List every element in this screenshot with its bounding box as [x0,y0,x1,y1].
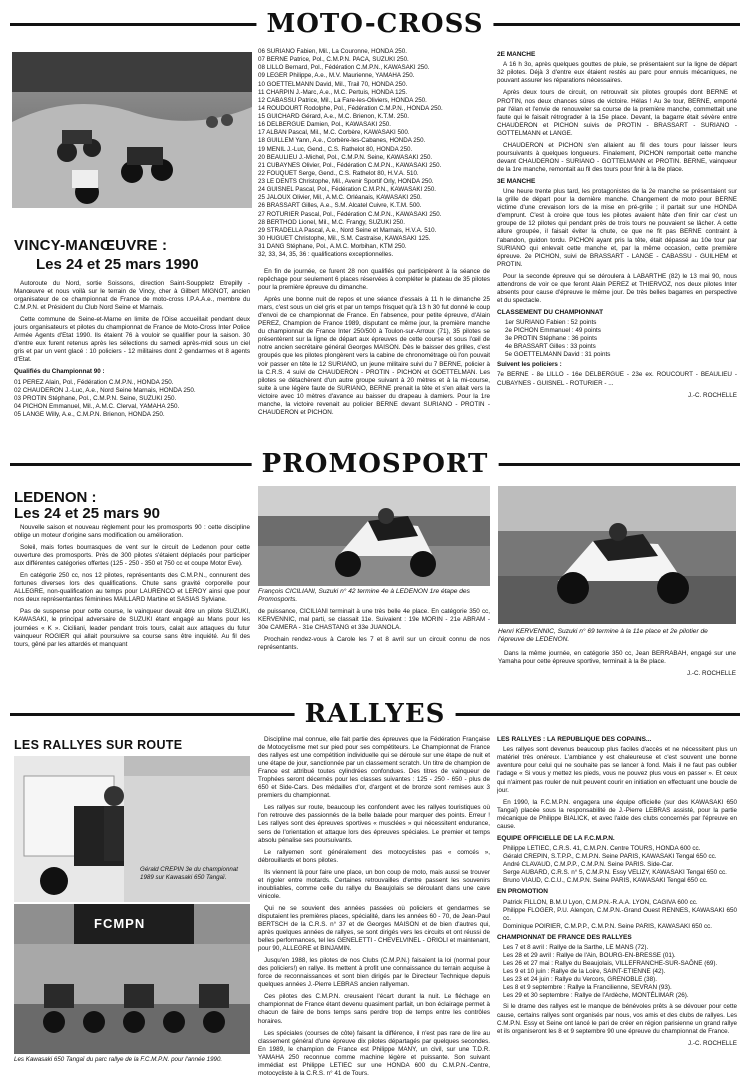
promosport-paragraph: Dans la même journée, en catégorie 350 cc, Jean BERRABAH, engagé sur une Yamaha pour cette épreuve sportive, terminait à la 8e place. [498,650,736,666]
rallyes-headline: LES RALLYES SUR ROUTE [14,738,183,752]
motocross-paragraph: Après une bonne nuit de repos et une séance d'essais à 11 h le dimanche 25 mars, c'est sous un ciel gris et par un temps frisquet qu'à 13 h 30 fut donné le coup d'envoi de ce championnat de France. En l'absence, pour petite épreuve, d'Alain PEREZ, Champion de France 1989, disputant ce même jour, la première manche du championnat de France Inter 250/500 à Toulon-sur-Arroux (71), 35 pilotes se présentèrent sur la ligne de départ aux épreuves de cette course et sous l'œil de notre ancien secrétaire général Georges MAISON. Dès le baisser des grilles, c'est groupés que les pilotes plongèrent vers la cabine de chronométrage où l'on pouvait voir passer en tête le 12 SURIANO, un jeune militaire suivi du 7 BERNE, policier à la C.R.S. 4 suivi de CHAUDERON - PROTIN - PICHON et GOETTELMAN. Les pilotes se détachèrent d'un autre groupe suivant à 20 mètres et à la mi-course, suite à une légère faute de SURIANO, BERNE prenait la tête et s'en allait vers la victoire avec 10 mètres d'avance au baisser du drapeau à damiers. Pour la 1re manche, la victoire revenait au policier BERNE devant SURIANO - PROTIN - CHAUDERON et PICHON. [258,296,490,416]
rallyes-paragraph: Discipline mal connue, elle fait partie des épreuves que la Fédération Française de Motocyclisme met sur pied pour ses compétiteurs. Le Championnat de France des rallyes est une compétition individuelle qui se déroule sur une étape de nuit et une étape de jour, sanctionnée par un classement scratch. Un titre de champion de France est attribué toutes cylindrées confondues. Des titres de vainqueur de Trophées seront décernés pour les classes suivantes : 125 - 250 - 650 - plus de 650 et Side-Cars. Des médailles d'or, d'argent et de bronze sont remises aux 3 premiers du championnat. [258,736,490,800]
calendar-item: Les 26 et 27 mai : Rallye du Beaujolais, VILLEFRANCHE-SUR-SAÔNE (69). [503,960,718,968]
promosport-paragraph: de puissance, CICILIANI terminait à une très belle 4e place. En catégorie 350 cc, KERVENNIC, mal parti, se classait 11e. Suivaient : 19e MORIN - 21e ABRAM - 30e CAMERA - 31e CHASTANG et 33e JUANOLA. [258,608,490,632]
calendar-item: Les 28 et 29 avril : Rallye de l'Ain, BOURG-EN-BRESSE (01). [503,952,676,960]
qualified-title: Qualifiés du Championnat 90 : [14,368,105,376]
qualified-item: 14 ROUDOURT Rodolphe, Pol., Fédération C.M.P.N., HONDA 250. [258,104,443,112]
rallyes-paragraph: Ils viennent là pour faire une place, un bon coup de moto, mais aussi se trouver et rigoler entre motards. Certaines retrouvailles d'entre passent les souvenirs inoubliables, comme celle du rallye du Beaujolais se déroulant dans une cave vinicole. [258,868,490,900]
rallyes-subtitle: LES RALLYES : LA RÉPUBLIQUE DES COPAINS... [497,736,652,743]
promosport-photo-2 [498,486,736,624]
motocross-col1 [14,280,250,460]
qualified-item: 04 PICHON Emmanuel, Mil., A.M.C. Clerval, YAMAHA 250. [14,402,180,410]
rallyes-paragraph: Les spéciales (courses de côte) faisant la différence, il n'est pas rare de lire au classement général d'une épreuve dix pilotes départagés par quelques secondes. En 1989, le champion de France est Philippe MANY, un civil, sur une T.D.R. YAMAHA 250 reconnue comme machine légère et puissante. Son suivant immédiat est Philippe LETIEC sur une HONDA 600 du C.M.P.N.-Centre, motocycliste à la C.R.S. n° 41 de Tours. [258,1029,490,1076]
team-member: Philippe LETIEC, C.R.S. 41, C.M.P.N. Centre TOURS, HONDA 600 cc. [503,845,701,853]
rallyes-paragraph: Les rallyes sont devenus beaucoup plus faciles d'accès et ne nécessitent plus un matériel très onéreux. L'ambiance y est chaleureuse et c'est souvent une bonne aventure pour celui qui ne souhaite pas se lancer à fond. Mais il ne faut pas oublier l'adage « Si vous y mettez les pieds, vous ne pouvez plus vous en passer ». Et ceux qui n'aiment pas rouler de nuit peuvent courir en initiation en effectuant une boucle de jour. [497,746,737,794]
qualified-item: 06 SURIANO Fabien, Mil., La Couronne, HONDA 250. [258,48,407,55]
rallyes-caption-1: Gérald CREPIN 3e du championnat 1989 sur Kawasaki 650 Tangaï. [140,866,239,881]
qualified-item: 17 ALBAN Pascal, Mil., M.C. Corbère, KAWASAKI 500. [258,129,410,137]
promosport-headline: LEDENON : [14,489,97,506]
qualified-item: 07 BERNE Patrice, Pol., C.M.P.N. PACA, SUZUKI 250. [258,56,409,64]
motocross-paragraph: Pour la seconde épreuve qui se déroulera à LABARTHE (82) le 13 mai 90, nous attendrons de voir ce que feront Alain PEREZ et THIERVOZ, nos deux pilotes Inter absents pour cause d'épreuve le même jour. De très belles bagarres en perspective et du spectacle. [497,272,737,304]
calendar-item: Les 29 et 30 septembre : Rallye de l'Ardèche, MONTÉLIMAR (26). [503,992,689,1000]
promosport-col3 [498,650,736,682]
section-title-promosport: PROMOSPORT [252,449,499,479]
motocross-subhead: Les 24 et 25 mars 1990 [36,256,199,273]
promosport-paragraph: Nouvelle saison et nouveau règlement pour les promosports 90 : cette discipline oblige un moteur d'origine sans modification ou amélioration. [14,524,250,540]
calendar-item: Les 7 et 8 avril : Rallye de la Sarthe, LE MANS (72). [503,944,649,952]
qualified-item: 01 PEREZ Alain, Pol., Fédération C.M.P.N., HONDA 250. [14,378,174,386]
calendar-item: Les 9 et 10 juin : Rallye de la Loire, SAINT-ETIENNE (42). [503,968,666,976]
qualified-item: 15 GUICHARD Gérard, A.e., M.C. Brienon, K.T.M. 250. [258,113,409,120]
team-member: Serge AUBARD, C.R.S. n° 5, C.M.P.N. Essy VELIZY, KAWASAKI Tengal 650 cc. [503,869,727,877]
motocross-paragraph: Une heure trente plus tard, les protagonistes de la 2e manche se présentaient sur la grille de départ pour la dernière manche. Changement de moto pour BERNE victime d'une crevaison lors de la mise en pré-grille ; il partait sur une HONDA d'emprunt. C'est à croire que tous les pilotes avaient hâte d'en finir car c'est un groupe de 12 pilotes qui pendant près de trois tours ne pouvaient se lâcher. A cette allure groupée, il faisait éviter la chute, ce que ne fit pas BERNE contraint à l'abandon, guidon tordu. PICHON ayant pris la tête, était dépassé au 10e tour par SURIANO qui enlevait cette manche et, par la même occasion, cette première épreuve. 2e PICHON, suivi de BRASSART - LANGE - CABASSU - GUILHEM et PROTIN. [497,188,737,268]
calendar-item: Les 8 et 9 septembre : Rallye la Francilienne, SEVRAN (93). [503,984,672,992]
rallyes-paragraph: Jusqu'en 1988, les pilotes de nos Clubs (C.M.P.N.) faisaient la loi (normal pour des policiers!) en rallye. Ils mettent à profit une connaissance du terrain acquise à force de reconnaissances et sont bien dirigés par le Directeur Technique depuis quelques années J.-Pierre LEBRAS ancien rallyeman. [258,957,490,989]
signature: J.-C. ROCHELLE [688,391,737,399]
motocross-paragraph: A 16 h 3o, après quelques gouttes de pluie, se présentaient sur la ligne de départ 32 pilotes. Déjà 3 d'entre eux étaient restés au parc pour ennuis mécaniques, ne pouvant assurer les réparations nécessaires. [497,61,737,85]
standings-item: 3e PROTIN Stéphane : 36 points [505,335,598,343]
promosport-paragraph: Soleil, mais fortes bourrasques de vent sur le circuit de Ledenon pour cette ouverture des promosports. Près de 300 pilotes s'étaient déplacés pour participer aux différentes catégories offertes (125 - 250 - 350 et 750 cc et coupe Motor Eve). [14,544,250,568]
qualified-item: 10 GOETTELMANN David, Mil., Trail 70, HONDA 250. [258,80,408,88]
promosport-caption-2: Henri KERVENNIC, Suzuki n° 69 termine à la 11e place et 2e pilotier de l'épreuve de LEDENON. [498,628,708,644]
promosport-subhead: Les 24 et 25 mars 90 [14,505,160,522]
section-header-motocross [10,8,740,40]
rallyes-paragraph: Les rallyes sur route, beaucoup les confondent avec les rallyes touristiques où l'on retrouve des passionnés de la belle balade pour marquer des points. Erreur ! Les rallyes sont des épreuves sportives « musclées » qui nécessitent endurance, sens de l'orientation et attaque lors des épreuves spéciales. Le premier et temps absolu pénalise ses poursuivants. [258,804,490,844]
qualified-item: 21 CUBAYNES Olivier, Pol., Fédération C.M.P.N., KAWASAKI 250. [258,161,442,169]
section-header-promosport [10,448,740,480]
calendar-title: CHAMPIONNAT DE FRANCE DES RALLYES [497,933,632,941]
section-title-rallyes: RALLYES [295,699,456,729]
rallyes-caption-2: Les Kawasaki 650 Tangaï du parc rallye de la F.C.M.P.N. pour l'année 1990. [14,1056,223,1063]
team-member: Gérald CREPIN, S.T.P.P., C.M.P.N. Seine PARIS, KAWASAKI Tengal 650 cc. [503,853,717,861]
police-text: 7e BERNE - 8e LILLO - 16e DELBERGUE - 23e ex. ROUCOURT - BEAULIEU - CUBAYNES - GUISNEL - ROTURIER - ... [497,371,737,387]
promosport-paragraph: Prochain rendez-vous à Carole les 7 et 8 avril sur un circuit connu de nos représentants. [258,636,490,652]
motocross-paragraph: Après deux tours de circuit, on retrouvait six pilotes groupés dont BERNE et PROTIN, nos deux chances sûres de victoire. Hélas ! Au 3e tour, BERNE, emporté par l'élan et l'envie de renouveler sa course de la première manche, commettait une faute qui le faisait rétrograder à la 15e place. Devant, la bagarre était sévère entre CHAUDERON et PICHON suivis de PROTIN - BRASSART - SURIANO - GOTTELMANN et LANGE. [497,89,737,137]
promosport-col2 [258,608,490,678]
qualified-item: 05 LANGE Willy, A.e., C.M.P.N. Brienon, HONDA 250. [14,410,165,418]
promotion-title: EN PROMOTION [497,888,548,896]
qualified-item: 03 PROTIN Stéphane, Pol., C.M.P.N. Seine, SUZUKI 250. [14,394,177,402]
heat-3-title: 3E MANCHE [497,177,536,185]
rallyes-col3 [497,736,737,1080]
motocross-photo [12,52,252,208]
motocross-col3 [497,48,737,478]
standings-item: 4e BRASSART Gilles : 33 points [505,343,596,351]
qualified-item: 29 STRADELLA Pascal, A.e., Nord Seine et Marnais, H.V.A. 510. [258,226,437,234]
standings-item: 2e PICHON Emmanuel : 49 points [505,327,601,335]
rallyes-paragraph: En 1990, la F.C.M.P.N. engagera une équipe officielle (sur des KAWASAKI 650 Tangaï) placée sous la responsabilité de J.-Pierre LEBRAS assisté, pour la partie mécanique de Philippe BIALICK, et avec l'aide des clubs concernés par l'épreuve en cause. [497,798,737,830]
signature: J.-C. ROCHELLE [688,1039,737,1047]
qualified-item: 09 LEGER Philippe, A.e., M.V. Maurienne, YAMAHA 250. [258,72,415,80]
rallyes-paragraph: Si le drame des rallyes est le manque de bénévoles prêts à se dévouer pour cette cause, certains rallyes sont organisés par nous, vos amis et des clubs de rallyes. Les C.M.P.N. Essy et Seine ont lancé le pari de créer en région parisienne un grand rallye et ils organiseront les 8 et 9 septembre 90 une épreuve du championnat de France. [497,1003,737,1035]
promotion-member: Dominique POIRIER, C.M.P.P., C.M.P.N. Seine PARIS, KAWASAKI 650 cc. [503,922,713,930]
standings-item: 5e GOETTELMANN David : 31 points [505,351,611,359]
team-member: Bruno VIAUD, C.C.U., C.M.P.N. Seine PARIS, KAWASAKI Tengal 650 cc. [503,877,708,885]
promosport-paragraph: En catégorie 250 cc, nos 12 pilotes, représentants des C.M.P.N., connurent des fortunes diverses lors des qualifications. Chute sans gravité corporelle pour ALLEGRE, non-qualification au temps pour LAURENCO et LEROY ainsi que pour nos deux représentantes féminines MAILLARD Martine et SASIAS Sylviane. [14,572,250,604]
qualified-item: 24 GUISNEL Pascal, Pol., Fédération C.M.P.N., KAWASAKI 250. [258,186,437,194]
team-title: EQUIPE OFFICIELLE DE LA F.C.M.P.N. [497,834,615,842]
qualified-item: 25 JALOUX Olivier, Mil., A.M.C. Orléanais, KAWASAKI 250. [258,194,422,202]
photo-sign: FCMPN [94,916,146,931]
qualified-item: 23 LE DENTS Christophe, Mil., Avenir Sportif Orly, HONDA 250. [258,178,434,185]
qualified-item: 19 MENIL J.-Luc, Gend., C.S. Rathelot 80, HONDA 250. [258,145,413,153]
qualified-item: 18 GUILLEM Yann, A.e., Corbère-les-Cabanes, HONDA 250. [258,137,426,145]
qualified-item: 08 LILLO Bernard, Pol., Fédération C.M.P.N., KAWASAKI 250. [258,64,430,72]
section-header-rallyes [10,698,740,730]
standings-title: CLASSEMENT DU CHAMPIONNAT [497,308,604,316]
signature: J.-C. ROCHELLE [687,670,736,678]
qualified-list-continued [258,48,490,266]
motocross-paragraph: Autoroute du Nord, sortie Soissons, direction Saint-Souppletz Etrepilly - Manœuvre et nous voilà sur le terrain de Vincy, cher à Gilbert MIGNOT, ancien organisateur de ce championnat de France de moto-cross I.P.A.A.e., membre du C.M.P.N. et Président du Club Nord Seine et Marnais. [14,280,250,312]
rallyes-col2 [258,736,490,1076]
promosport-photo-1 [258,486,490,586]
promosport-paragraph: Pas de suspense pour cette course, le vainqueur devait être un pilote SUZUKI, KAWASAKI, le principal adversaire de SUZUKI étant engagé au Mans pour les journées « K ». Ciciliani, leader pendant trois tours, calait aux attaques du futur vainqueur ROGIER qui allait poursuivre sa course sans être inquiété. Au fil des tours, gêné par les attardés et manquant [14,608,250,648]
qualified-item: 30 HUGUET Christophe, Mil., S.M. Castraise, KAWASAKI 125. [258,234,431,242]
promotion-member: Philippe FLOGER, P.U. Alençon, C.M.P.N.-Grand Ouest RENNES, KAWASAKI 650 cc. [503,906,737,922]
qualified-item: 16 DELBERGUE Damien, Pol., KAWASAKI 250. [258,121,391,129]
team-member: André CLAVAUD, C.M.P.P., C.M.P.N. Seine PARIS. Side-Car. [503,861,674,869]
police-title: Suivent les policiers : [497,361,562,369]
promosport-caption-1: François CICILIANI, Suzuki n° 42 termine 4e à LEDENON 1re étape des Promosports. [258,588,470,604]
qualified-item: 32, 33, 34, 35, 36 : qualifications exceptionnelles. [258,251,394,259]
motocross-headline: VINCY-MANŒUVRE : [14,237,168,254]
qualified-item: 31 DANG Stéphane, Pol., A.M.C. Morbihan, KTM 250. [258,243,407,250]
promosport-col1 [14,524,250,684]
rallyes-paragraph: Le rallyemen sont généralement des motocyclistes pas « comcés », débrouillards et bons pilotes. [258,848,490,864]
motocross-paragraph: En fin de journée, ce furent 28 non qualifiés qui participèrent à la séance de repêchage pour seulement 6 places réservées à compléter le plateau de 35 pilotes pour la première épreuve du dimanche. [258,268,490,292]
qualified-item: 20 BEAULIEU J.-Michel, Pol., C.M.P.N. Seine, KAWASAKI 250. [258,153,433,161]
motocross-paragraph: CHAUDERON et PICHON s'en allaient au fil des tours pour laisser leurs poursuivants à quelques longueurs. Finalement, PICHON remportait cette manche devant CHAUDERON - SURIANO - GOTTELMANN et PROTIN. BERNE, vainqueur de la 1re manche, remontait au fil des tours pour finir à la 8e place. [497,141,737,173]
qualified-item: 11 CHARPIN J.-Marc, A.e., M.C. Pertuis, HONDA 125. [258,88,408,96]
qualified-item: 28 BERTHOD Lionel, Mil., M.C. Frangy, SUZUKI 250. [258,218,405,226]
motocross-col2 [258,268,490,476]
qualified-item: 22 FOUQUET Serge, Gend., C.S. Rathelot 80, H.V.A. 510. [258,169,419,177]
qualified-item: 02 CHAUDERON J.-Luc, A.e., Nord Seine Marnais, HONDA 250. [14,386,196,394]
promotion-member: Patrick FILLON, B.M.U Lyon, C.M.P.N.-R.A.A. LYON, CAGIVA 600 cc. [503,898,698,906]
rallyes-paragraph: Qui ne se souvient des années passées où policiers et gendarmes se disputaient les premières places, spécialité, dans les années 60 - 70, de Jean-Paul BERTSCH de la C.R.S. n° 37 et de Georges MAISON et de bien d'autres qui, après quelques années de rallyes, se sont dirigés vers les circuits et ont réussi de belles performances, tel les GENELETTI - CHEVELVINEL - ORIOLI et maintenant, pour 90, ALLEGRE et BINJAMIN. [258,904,490,953]
qualified-item: 12 CABASSU Patrice, Mil., La Fare-les-Oliviers, HONDA 250. [258,96,427,104]
calendar-item: Les 23 et 24 juin : Rallye du Vercors, GRENOBLE (38). [503,976,657,984]
motocross-paragraph: Cette commune de Seine-et-Marne en limite de l'Oise accueillait pendant deux jours organisateurs et pilotes du championnat de France de Moto-Cross Inter Police Armée Agents d'Etat 1990. Ils étaient 76 à vouloir se qualifier pour la saison. 30 d'entre eux furent retenus après les sélections du samedi après-midi sous un ciel gris et par un vent glacé : 10 policiers - 12 militaires dont 2 gendarmes et 8 agents d'Etat. [14,316,250,364]
heat-2-title: 2E MANCHE [497,51,536,58]
rallyes-photo-2 [14,904,250,1054]
standings-item: 1er SURIANO Fabien : 52 points [505,319,597,327]
qualified-item: 26 BRASSART Gilles, A.e., S.M. Alcatel Cuivre, K.T.M. 500. [258,202,422,210]
section-title-motocross: MOTO-CROSS [256,9,493,39]
rallyes-paragraph: Ces pilotes des C.M.P.N. creusaient l'écart durant la nuit. Le fléchage en championnat de France étant devenu quasiment parfait, un bon éclairage permet à chacun de faire de bons temps sans perdre trop de temps entre les contrôles horaires. [258,993,490,1025]
qualified-item: 27 ROTURIER Pascal, Pol., Fédération C.M.P.N., KAWASAKI 250. [258,210,442,218]
